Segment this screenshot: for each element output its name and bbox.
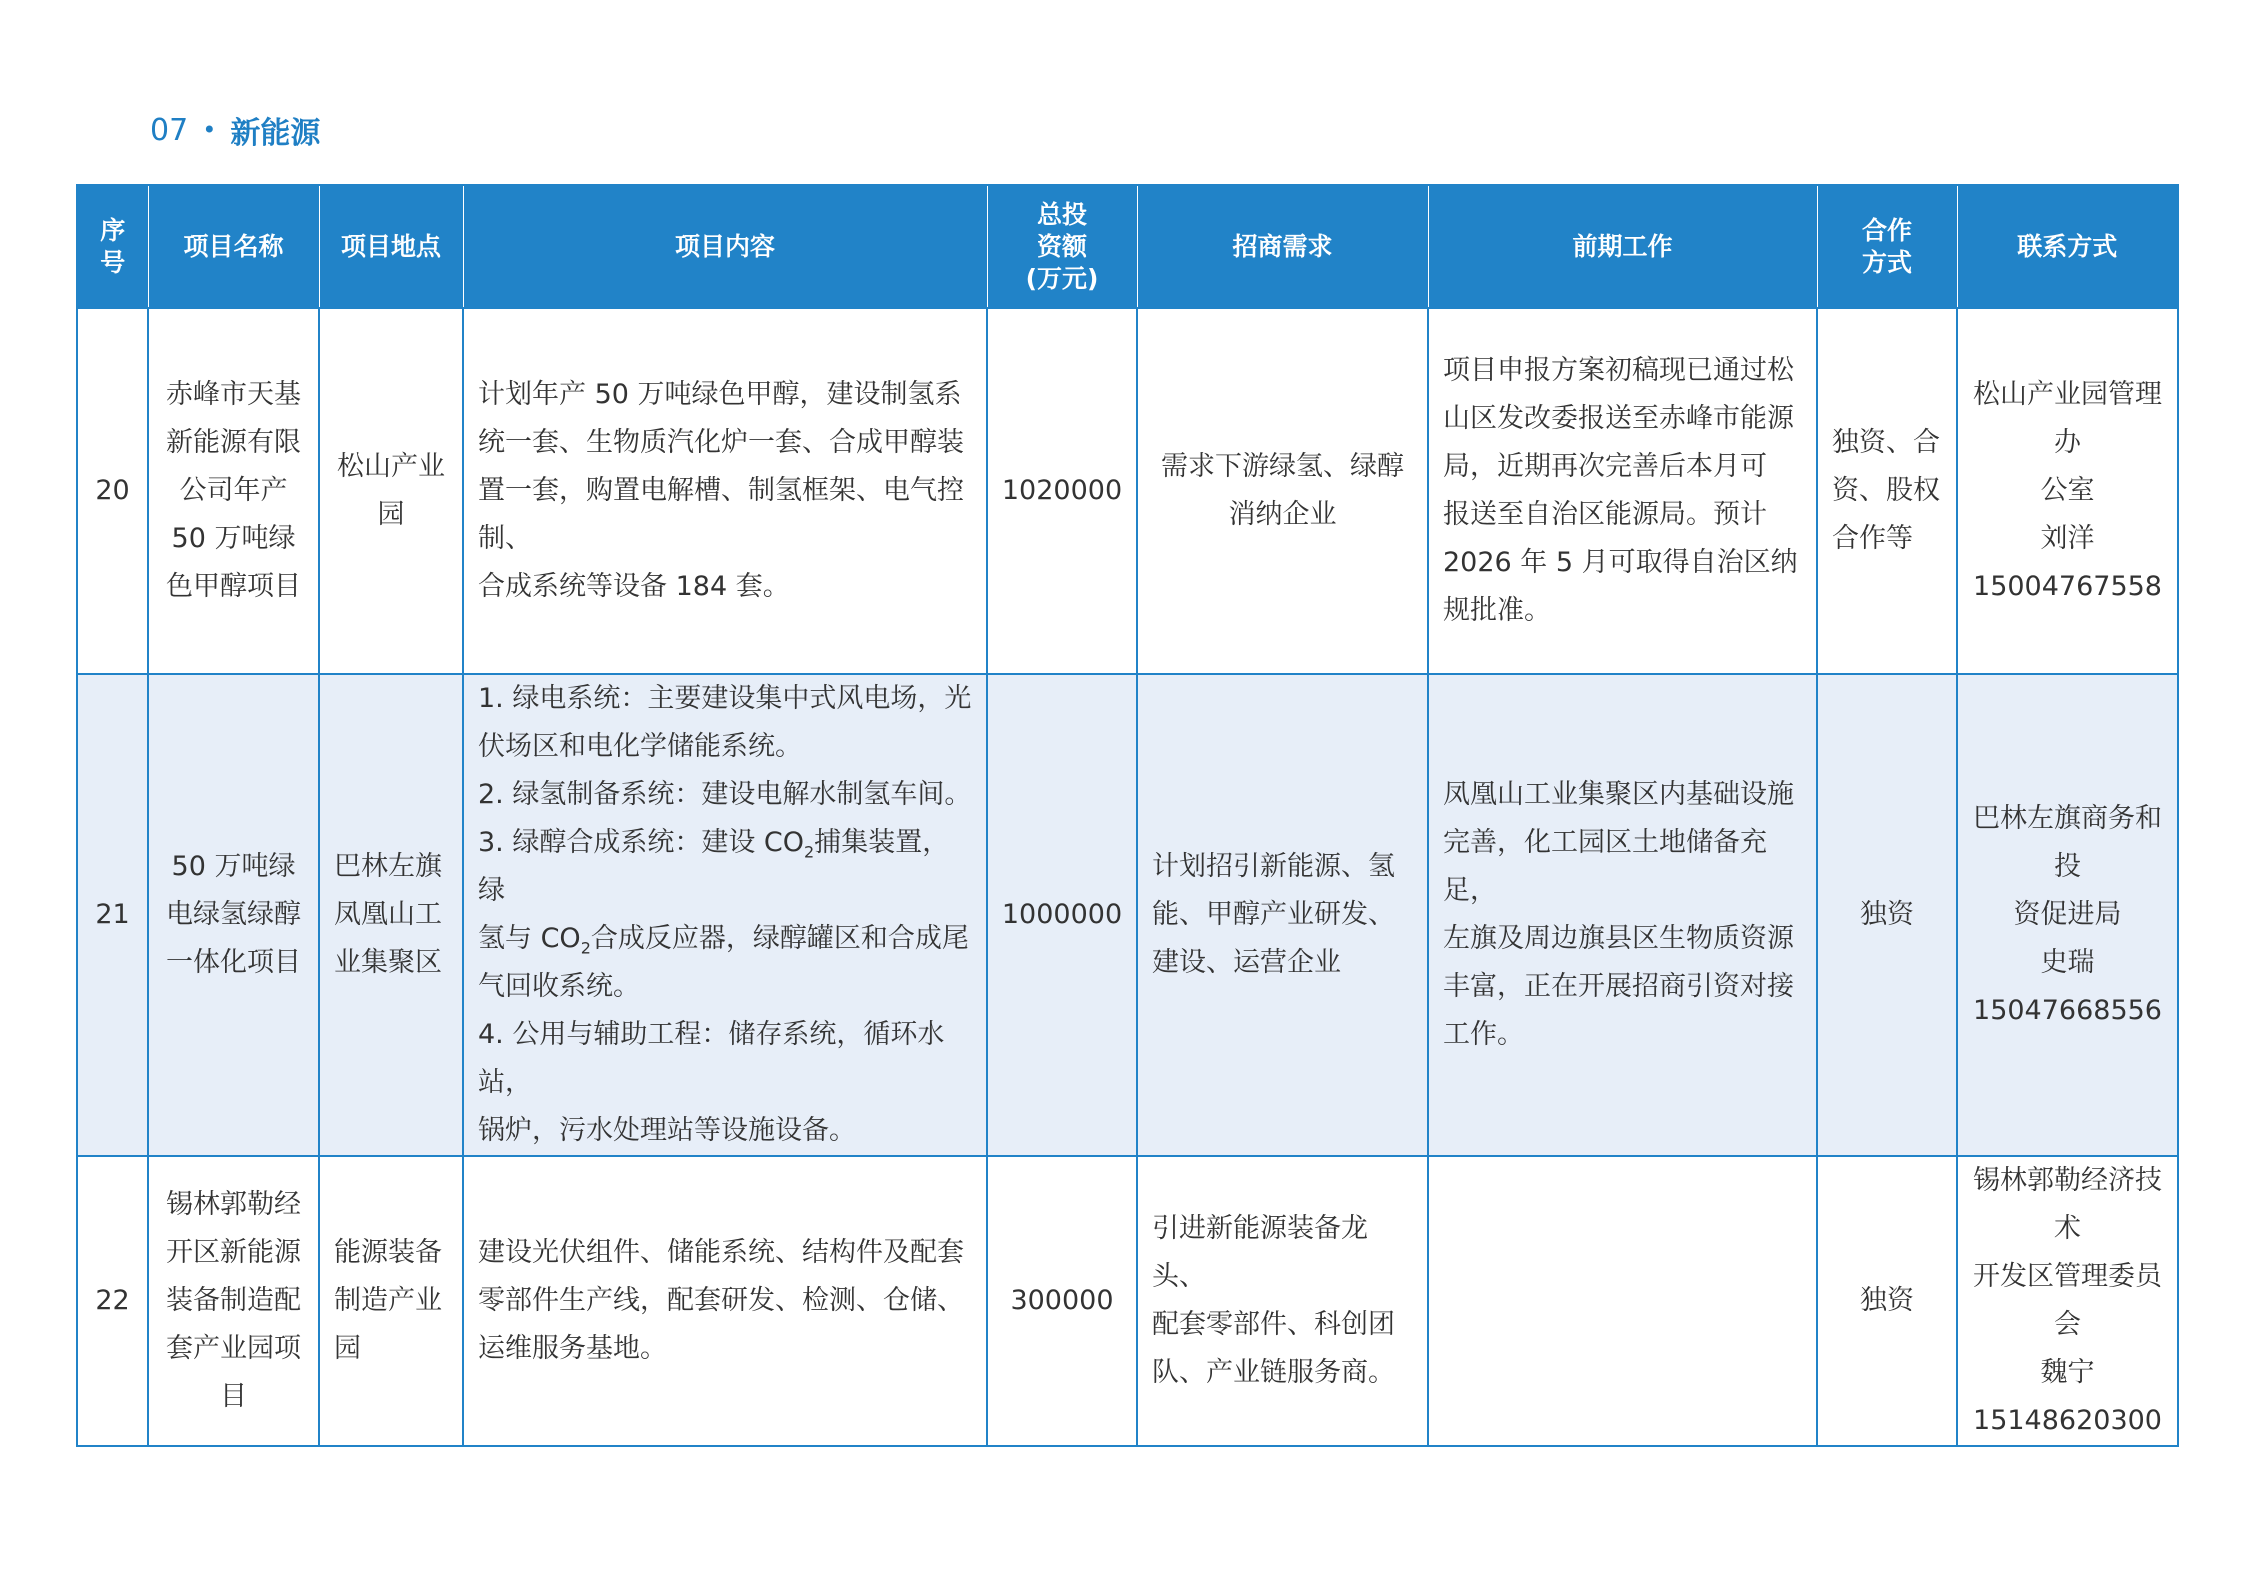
text-line: 丰富，正在开展招商引资对接 xyxy=(1443,971,1794,1002)
project-table xyxy=(76,184,2179,1447)
text-line: 资、股权 xyxy=(1832,475,1940,506)
header-cell xyxy=(1137,185,1428,308)
text-line: 锡林郭勒经 xyxy=(166,1189,301,1220)
content-text: 锅炉，污水处理站等设施设备。 xyxy=(478,1115,856,1146)
content-line xyxy=(478,1229,972,1277)
header-cell xyxy=(1428,185,1817,308)
content-text: 3. 绿醇合成系统：建设 CO xyxy=(478,827,805,858)
text-line: 需求下游绿氢、绿醇 xyxy=(1161,451,1404,482)
content-line xyxy=(478,1107,972,1155)
text-line: 50 万吨绿 xyxy=(171,523,296,554)
cell-investment: 1020000 xyxy=(987,308,1137,674)
cell-project-name xyxy=(148,1156,319,1446)
cell-no: 21 xyxy=(77,674,148,1156)
cell-prework xyxy=(1428,308,1817,674)
content-line xyxy=(478,563,972,611)
content-text: 气回收系统。 xyxy=(478,971,640,1002)
cell-project-name xyxy=(148,674,319,1156)
text-line: 完善，化工园区土地储备充足， xyxy=(1443,827,1767,906)
text-line: 项目申报方案初稿现已通过松 xyxy=(1443,355,1794,386)
text-line: 套产业园项 xyxy=(166,1333,301,1364)
text-line: 一体化项目 xyxy=(166,947,301,978)
section-number: 07 xyxy=(150,112,189,148)
content-text: 氢与 CO xyxy=(478,923,581,954)
header-row xyxy=(77,185,2178,308)
text-line: 局，近期再次完善后本月可 xyxy=(1443,451,1767,482)
text-line: 公司年产 xyxy=(179,475,288,506)
text-line: 凤凰山工 xyxy=(334,899,442,930)
text-line: 队、产业链服务商。 xyxy=(1152,1357,1395,1388)
cell-no: 20 xyxy=(77,308,148,674)
text-line: 方式 xyxy=(1861,247,1912,277)
text-line: 独资、合 xyxy=(1832,427,1940,458)
cell-cooperation xyxy=(1817,674,1957,1156)
content-text: 运维服务基地。 xyxy=(478,1333,667,1364)
cell-content xyxy=(463,674,987,1156)
content-line xyxy=(478,1277,972,1325)
content-text: 合成反应器，绿醇罐区和合成尾 xyxy=(590,923,969,954)
cell-location xyxy=(319,674,463,1156)
content-line xyxy=(478,963,972,1011)
cell-content xyxy=(463,308,987,674)
header-cell xyxy=(463,185,987,308)
content-text: 4. 公用与辅助工程：储存系统，循环水站， xyxy=(478,1019,945,1098)
text-line: 独资 xyxy=(1860,899,1914,930)
cell-no: 22 xyxy=(77,1156,148,1446)
text-line: 工作。 xyxy=(1443,1019,1524,1050)
text-line: 消纳企业 xyxy=(1228,499,1337,530)
section-title xyxy=(150,108,320,152)
header-cell xyxy=(1817,185,1957,308)
text-line: 刘洋 xyxy=(2040,523,2095,554)
cell-demand xyxy=(1137,308,1428,674)
text-line: 报送至自治区能源局。预计 xyxy=(1443,499,1767,530)
header-cell xyxy=(1957,185,2178,308)
text-line: 公室 xyxy=(2040,475,2095,506)
text-line: 15148620300 xyxy=(1973,1405,2162,1436)
content-line xyxy=(478,1325,972,1373)
text-line: 招商需求 xyxy=(1232,231,1333,261)
text-line: 色甲醇项目 xyxy=(166,571,301,602)
text-line: 园 xyxy=(377,499,405,530)
section-name: 新能源 xyxy=(230,116,321,151)
text-line: 总投 xyxy=(1036,199,1087,229)
cell-content xyxy=(463,1156,987,1446)
cell-contact xyxy=(1957,1156,2178,1446)
text-line: 配套零部件、科创团 xyxy=(1152,1309,1395,1340)
cell-location xyxy=(319,308,463,674)
text-line: 独资 xyxy=(1860,1285,1914,1316)
cell-demand xyxy=(1137,1156,1428,1446)
content-line xyxy=(478,675,972,723)
text-line: 赤峰市天基 xyxy=(166,379,301,410)
table-row xyxy=(77,308,2178,674)
cell-project-name xyxy=(148,308,319,674)
text-line: 开发区管理委员会 xyxy=(1973,1261,2162,1340)
text-line: 项目地点 xyxy=(340,231,441,261)
content-line xyxy=(478,419,972,467)
content-text: 统一套、生物质汽化炉一套、合成甲醇装 xyxy=(478,427,964,458)
cell-contact xyxy=(1957,308,2178,674)
table-row xyxy=(77,1156,2178,1446)
content-text: 1. 绿电系统：主要建设集中式风电场，光 xyxy=(478,683,972,714)
text-line: 制造产业 xyxy=(334,1285,442,1316)
text-line: 能、甲醇产业研发、 xyxy=(1152,899,1395,930)
text-line: 山区发改委报送至赤峰市能源 xyxy=(1443,403,1794,434)
content-text: 建设光伏组件、储能系统、结构件及配套 xyxy=(478,1237,964,1268)
content-line xyxy=(478,819,972,915)
content-line xyxy=(478,467,972,563)
text-line: 松山产业 xyxy=(337,451,445,482)
text-line: (万元) xyxy=(1025,263,1099,293)
text-line: 新能源有限 xyxy=(166,427,301,458)
text-line: 巴林左旗 xyxy=(334,851,442,882)
content-line xyxy=(478,771,972,819)
content-line xyxy=(478,1011,972,1107)
text-line: 引进新能源装备龙头、 xyxy=(1152,1213,1368,1292)
text-line: 园 xyxy=(334,1333,361,1364)
text-line: 业集聚区 xyxy=(334,947,442,978)
cell-demand xyxy=(1137,674,1428,1156)
text-line: 规批准。 xyxy=(1443,595,1551,626)
subscript: 2 xyxy=(804,842,815,862)
text-line: 前期工作 xyxy=(1572,231,1673,261)
text-line: 15047668556 xyxy=(1973,995,2162,1026)
text-line: 锡林郭勒经济技术 xyxy=(1973,1165,2162,1244)
text-line: 史瑞 xyxy=(2040,947,2095,978)
content-text: 计划年产 50 万吨绿色甲醇，建设制氢系 xyxy=(478,379,962,410)
cell-investment: 300000 xyxy=(987,1156,1137,1446)
cell-prework xyxy=(1428,674,1817,1156)
text-line: 号 xyxy=(100,247,126,277)
content-line xyxy=(478,915,972,963)
content-text: 合成系统等设备 184 套。 xyxy=(478,571,790,602)
cell-investment: 1000000 xyxy=(987,674,1137,1156)
header-cell xyxy=(319,185,463,308)
text-line: 装备制造配 xyxy=(166,1285,301,1316)
text-line: 左旗及周边旗县区生物质资源 xyxy=(1443,923,1794,954)
content-line xyxy=(478,723,972,771)
text-line: 资额 xyxy=(1036,231,1087,261)
content-line xyxy=(478,371,972,419)
content-text: 伏场区和电化学储能系统。 xyxy=(478,731,802,762)
text-line: 联系方式 xyxy=(2017,231,2118,261)
subscript: 2 xyxy=(580,938,591,958)
section-bullet: • xyxy=(202,116,217,144)
text-line: 50 万吨绿 xyxy=(171,851,296,882)
content-text: 零部件生产线，配套研发、检测、仓储、 xyxy=(478,1285,964,1316)
text-line: 能源装备 xyxy=(334,1237,442,1268)
text-line: 合作等 xyxy=(1832,523,1913,554)
text-line: 序 xyxy=(100,215,126,245)
cell-location xyxy=(319,1156,463,1446)
cell-cooperation xyxy=(1817,308,1957,674)
text-line: 电绿氢绿醇 xyxy=(166,899,301,930)
text-line: 2026 年 5 月可取得自治区纳 xyxy=(1443,547,1798,578)
header-cell xyxy=(987,185,1137,308)
text-line: 资促进局 xyxy=(2013,899,2122,930)
text-line: 建设、运营企业 xyxy=(1152,947,1341,978)
text-line: 凤凰山工业集聚区内基础设施 xyxy=(1443,779,1794,810)
content-text: 置一套，购置电解槽、制氢框架、电气控制、 xyxy=(478,475,964,554)
text-line: 项目内容 xyxy=(674,231,775,261)
cell-cooperation xyxy=(1817,1156,1957,1446)
text-line: 15004767558 xyxy=(1973,571,2162,602)
text-line: 合作 xyxy=(1861,215,1912,245)
text-line: 魏宁 xyxy=(2040,1357,2095,1388)
text-line: 巴林左旗商务和投 xyxy=(1973,803,2162,882)
content-text: 捕集装置，绿 xyxy=(478,827,950,906)
table-row xyxy=(77,674,2178,1156)
content-text: 2. 绿氢制备系统：建设电解水制氢车间。 xyxy=(478,779,972,810)
header-cell xyxy=(77,185,148,308)
text-line: 松山产业园管理办 xyxy=(1973,379,2162,458)
text-line: 项目名称 xyxy=(183,231,284,261)
cell-prework xyxy=(1428,1156,1817,1446)
header-cell xyxy=(148,185,319,308)
cell-contact xyxy=(1957,674,2178,1156)
text-line: 目 xyxy=(220,1381,247,1412)
text-line: 计划招引新能源、氢 xyxy=(1152,851,1395,882)
text-line: 开区新能源 xyxy=(166,1237,301,1268)
